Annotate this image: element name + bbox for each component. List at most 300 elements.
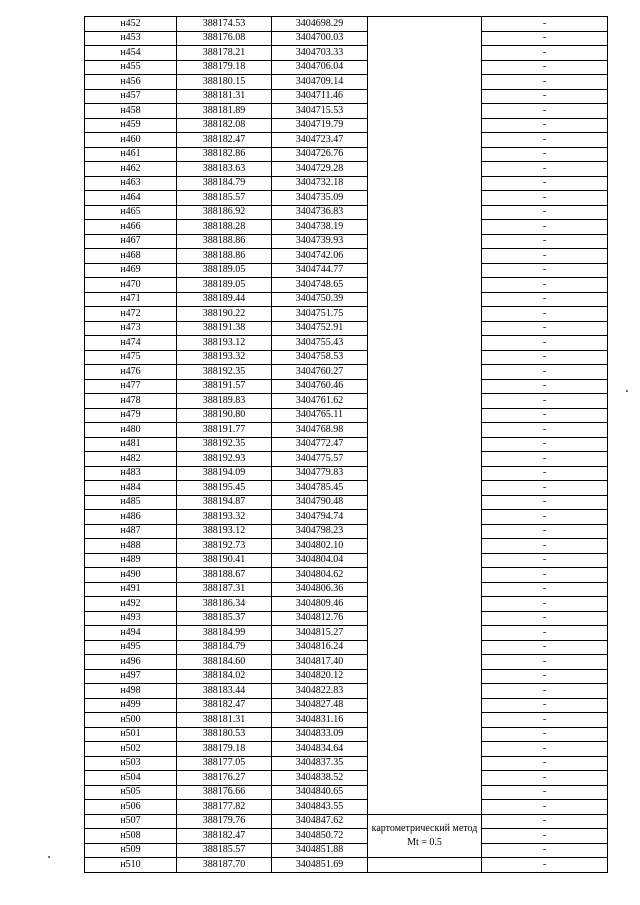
point-name-cell: н475 — [85, 350, 177, 365]
point-name-cell: н507 — [85, 814, 177, 829]
x-coordinate-cell: 388185.57 — [177, 191, 272, 206]
y-coordinate-cell: 3404723.47 — [272, 133, 368, 148]
error-value-cell: - — [482, 553, 608, 568]
y-coordinate-cell: 3404758.53 — [272, 350, 368, 365]
error-value-cell: - — [482, 89, 608, 104]
point-name-cell: н497 — [85, 669, 177, 684]
point-name-cell: н495 — [85, 640, 177, 655]
error-value-cell: - — [482, 379, 608, 394]
point-name-cell: н486 — [85, 510, 177, 525]
point-name-cell: н487 — [85, 524, 177, 539]
error-value-cell: - — [482, 785, 608, 800]
point-name-cell: н509 — [85, 843, 177, 858]
error-value-cell: - — [482, 698, 608, 713]
table-row — [85, 640, 608, 655]
table-row — [85, 292, 608, 307]
table-row — [85, 684, 608, 699]
scan-speck — [626, 390, 628, 392]
point-name-cell: н469 — [85, 263, 177, 278]
error-value-cell: - — [482, 800, 608, 815]
table-row — [85, 176, 608, 191]
x-coordinate-cell: 388186.92 — [177, 205, 272, 220]
y-coordinate-cell: 3404820.12 — [272, 669, 368, 684]
table-row — [85, 524, 608, 539]
error-value-cell: - — [482, 307, 608, 322]
error-value-cell: - — [482, 118, 608, 133]
error-value-cell: - — [482, 17, 608, 32]
y-coordinate-cell: 3404843.55 — [272, 800, 368, 815]
table-row — [85, 568, 608, 583]
error-value-cell: - — [482, 31, 608, 46]
table-row — [85, 756, 608, 771]
table-row — [85, 814, 608, 829]
point-name-cell: н479 — [85, 408, 177, 423]
point-name-cell: н460 — [85, 133, 177, 148]
error-value-cell: - — [482, 75, 608, 90]
x-coordinate-cell: 388179.18 — [177, 60, 272, 75]
table-row — [85, 263, 608, 278]
x-coordinate-cell: 388191.38 — [177, 321, 272, 336]
error-value-cell: - — [482, 510, 608, 525]
error-value-cell: - — [482, 771, 608, 786]
table-row — [85, 408, 608, 423]
method-note-cell: картометрический метод Mt = 0.5 — [368, 814, 482, 858]
table-row — [85, 147, 608, 162]
y-coordinate-cell: 3404761.62 — [272, 394, 368, 409]
x-coordinate-cell: 388190.80 — [177, 408, 272, 423]
x-coordinate-cell: 388185.57 — [177, 843, 272, 858]
error-value-cell: - — [482, 133, 608, 148]
method-blank-cell — [368, 17, 482, 815]
error-value-cell: - — [482, 321, 608, 336]
x-coordinate-cell: 388188.28 — [177, 220, 272, 235]
error-value-cell: - — [482, 191, 608, 206]
y-coordinate-cell: 3404851.69 — [272, 858, 368, 873]
y-coordinate-cell: 3404735.09 — [272, 191, 368, 206]
table-row — [85, 307, 608, 322]
point-name-cell: н510 — [85, 858, 177, 873]
x-coordinate-cell: 388184.99 — [177, 626, 272, 641]
y-coordinate-cell: 3404775.57 — [272, 452, 368, 467]
x-coordinate-cell: 388188.86 — [177, 234, 272, 249]
error-value-cell: - — [482, 495, 608, 510]
x-coordinate-cell: 388190.22 — [177, 307, 272, 322]
point-name-cell: н493 — [85, 611, 177, 626]
table-row — [85, 597, 608, 612]
table-row — [85, 698, 608, 713]
table-row — [85, 510, 608, 525]
y-coordinate-cell: 3404751.75 — [272, 307, 368, 322]
table-row — [85, 350, 608, 365]
y-coordinate-cell: 3404804.62 — [272, 568, 368, 583]
error-value-cell: - — [482, 423, 608, 438]
y-coordinate-cell: 3404772.47 — [272, 437, 368, 452]
table-row — [85, 17, 608, 32]
table-row — [85, 669, 608, 684]
error-value-cell: - — [482, 684, 608, 699]
point-name-cell: н462 — [85, 162, 177, 177]
error-value-cell: - — [482, 408, 608, 423]
error-value-cell: - — [482, 437, 608, 452]
point-name-cell: н499 — [85, 698, 177, 713]
error-value-cell: - — [482, 640, 608, 655]
x-coordinate-cell: 388179.76 — [177, 814, 272, 829]
y-coordinate-cell: 3404719.79 — [272, 118, 368, 133]
error-value-cell: - — [482, 597, 608, 612]
x-coordinate-cell: 388189.05 — [177, 263, 272, 278]
x-coordinate-cell: 388185.37 — [177, 611, 272, 626]
y-coordinate-cell: 3404698.29 — [272, 17, 368, 32]
point-name-cell: н482 — [85, 452, 177, 467]
y-coordinate-cell: 3404715.53 — [272, 104, 368, 119]
y-coordinate-cell: 3404834.64 — [272, 742, 368, 757]
x-coordinate-cell: 388181.31 — [177, 713, 272, 728]
point-name-cell: н481 — [85, 437, 177, 452]
point-name-cell: н496 — [85, 655, 177, 670]
x-coordinate-cell: 388184.60 — [177, 655, 272, 670]
point-name-cell: н503 — [85, 756, 177, 771]
x-coordinate-cell: 388180.53 — [177, 727, 272, 742]
error-value-cell: - — [482, 611, 608, 626]
point-name-cell: н471 — [85, 292, 177, 307]
point-name-cell: н466 — [85, 220, 177, 235]
point-name-cell: н494 — [85, 626, 177, 641]
point-name-cell: н455 — [85, 60, 177, 75]
table-row — [85, 771, 608, 786]
x-coordinate-cell: 388176.08 — [177, 31, 272, 46]
error-value-cell: - — [482, 278, 608, 293]
x-coordinate-cell: 388193.32 — [177, 350, 272, 365]
point-name-cell: н463 — [85, 176, 177, 191]
y-coordinate-cell: 3404798.23 — [272, 524, 368, 539]
point-name-cell: н504 — [85, 771, 177, 786]
table-row — [85, 452, 608, 467]
y-coordinate-cell: 3404765.11 — [272, 408, 368, 423]
y-coordinate-cell: 3404736.83 — [272, 205, 368, 220]
x-coordinate-cell: 388187.31 — [177, 582, 272, 597]
error-value-cell: - — [482, 292, 608, 307]
point-name-cell: н501 — [85, 727, 177, 742]
table-row — [85, 220, 608, 235]
x-coordinate-cell: 388187.70 — [177, 858, 272, 873]
y-coordinate-cell: 3404831.16 — [272, 713, 368, 728]
x-coordinate-cell: 388182.47 — [177, 698, 272, 713]
x-coordinate-cell: 388188.86 — [177, 249, 272, 264]
y-coordinate-cell: 3404802.10 — [272, 539, 368, 554]
x-coordinate-cell: 388181.31 — [177, 89, 272, 104]
table-row — [85, 727, 608, 742]
table-row — [85, 655, 608, 670]
x-coordinate-cell: 388192.35 — [177, 365, 272, 380]
point-name-cell: н459 — [85, 118, 177, 133]
x-coordinate-cell: 388182.86 — [177, 147, 272, 162]
x-coordinate-cell: 388179.18 — [177, 742, 272, 757]
table-row — [85, 60, 608, 75]
error-value-cell: - — [482, 234, 608, 249]
table-row — [85, 118, 608, 133]
point-name-cell: н498 — [85, 684, 177, 699]
error-value-cell: - — [482, 655, 608, 670]
point-name-cell: н508 — [85, 829, 177, 844]
y-coordinate-cell: 3404840.65 — [272, 785, 368, 800]
table-row — [85, 466, 608, 481]
y-coordinate-cell: 3404709.14 — [272, 75, 368, 90]
error-value-cell: - — [482, 742, 608, 757]
point-name-cell: н500 — [85, 713, 177, 728]
error-value-cell: - — [482, 568, 608, 583]
x-coordinate-cell: 388193.12 — [177, 524, 272, 539]
error-value-cell: - — [482, 350, 608, 365]
table-row — [85, 785, 608, 800]
table-row — [85, 75, 608, 90]
point-name-cell: н473 — [85, 321, 177, 336]
table-row — [85, 46, 608, 61]
x-coordinate-cell: 388192.93 — [177, 452, 272, 467]
table-row — [85, 394, 608, 409]
x-coordinate-cell: 388178.21 — [177, 46, 272, 61]
error-value-cell: - — [482, 858, 608, 873]
point-name-cell: н485 — [85, 495, 177, 510]
table-row — [85, 104, 608, 119]
y-coordinate-cell: 3404726.76 — [272, 147, 368, 162]
y-coordinate-cell: 3404711.46 — [272, 89, 368, 104]
y-coordinate-cell: 3404703.33 — [272, 46, 368, 61]
x-coordinate-cell: 388186.34 — [177, 597, 272, 612]
x-coordinate-cell: 388189.83 — [177, 394, 272, 409]
point-name-cell: н506 — [85, 800, 177, 815]
table-row — [85, 162, 608, 177]
x-coordinate-cell: 388192.73 — [177, 539, 272, 554]
y-coordinate-cell: 3404742.06 — [272, 249, 368, 264]
point-name-cell: н480 — [85, 423, 177, 438]
error-value-cell: - — [482, 176, 608, 191]
y-coordinate-cell: 3404748.65 — [272, 278, 368, 293]
table-row — [85, 611, 608, 626]
table-row — [85, 742, 608, 757]
x-coordinate-cell: 388183.44 — [177, 684, 272, 699]
table-row — [85, 379, 608, 394]
table-row — [85, 205, 608, 220]
point-name-cell: н456 — [85, 75, 177, 90]
y-coordinate-cell: 3404809.46 — [272, 597, 368, 612]
y-coordinate-cell: 3404732.18 — [272, 176, 368, 191]
error-value-cell: - — [482, 582, 608, 597]
table-row — [85, 133, 608, 148]
x-coordinate-cell: 388194.09 — [177, 466, 272, 481]
y-coordinate-cell: 3404816.24 — [272, 640, 368, 655]
y-coordinate-cell: 3404790.48 — [272, 495, 368, 510]
point-name-cell: н488 — [85, 539, 177, 554]
error-value-cell: - — [482, 60, 608, 75]
point-name-cell: н458 — [85, 104, 177, 119]
table-row — [85, 481, 608, 496]
table-row — [85, 249, 608, 264]
x-coordinate-cell: 388182.47 — [177, 829, 272, 844]
table-row — [85, 858, 608, 873]
table-row — [85, 539, 608, 554]
error-value-cell: - — [482, 249, 608, 264]
error-value-cell: - — [482, 481, 608, 496]
y-coordinate-cell: 3404833.09 — [272, 727, 368, 742]
table-row — [85, 713, 608, 728]
x-coordinate-cell: 388181.89 — [177, 104, 272, 119]
y-coordinate-cell: 3404794.74 — [272, 510, 368, 525]
table-row — [85, 423, 608, 438]
x-coordinate-cell: 388193.32 — [177, 510, 272, 525]
y-coordinate-cell: 3404817.40 — [272, 655, 368, 670]
x-coordinate-cell: 388184.79 — [177, 640, 272, 655]
y-coordinate-cell: 3404744.77 — [272, 263, 368, 278]
y-coordinate-cell: 3404851.88 — [272, 843, 368, 858]
y-coordinate-cell: 3404812.76 — [272, 611, 368, 626]
y-coordinate-cell: 3404700.03 — [272, 31, 368, 46]
x-coordinate-cell: 388190.41 — [177, 553, 272, 568]
coordinates-table-body — [85, 17, 608, 873]
y-coordinate-cell: 3404850.72 — [272, 829, 368, 844]
table-row — [85, 800, 608, 815]
y-coordinate-cell: 3404785.45 — [272, 481, 368, 496]
point-name-cell: н489 — [85, 553, 177, 568]
x-coordinate-cell: 388193.12 — [177, 336, 272, 351]
point-name-cell: н483 — [85, 466, 177, 481]
y-coordinate-cell: 3404779.83 — [272, 466, 368, 481]
y-coordinate-cell: 3404752.91 — [272, 321, 368, 336]
x-coordinate-cell: 388188.67 — [177, 568, 272, 583]
error-value-cell: - — [482, 756, 608, 771]
x-coordinate-cell: 388191.57 — [177, 379, 272, 394]
x-coordinate-cell: 388177.05 — [177, 756, 272, 771]
point-name-cell: н464 — [85, 191, 177, 206]
x-coordinate-cell: 388180.15 — [177, 75, 272, 90]
point-name-cell: н477 — [85, 379, 177, 394]
error-value-cell: - — [482, 162, 608, 177]
y-coordinate-cell: 3404760.46 — [272, 379, 368, 394]
table-row — [85, 437, 608, 452]
x-coordinate-cell: 388177.82 — [177, 800, 272, 815]
table-row — [85, 278, 608, 293]
table-row — [85, 89, 608, 104]
point-name-cell: н467 — [85, 234, 177, 249]
x-coordinate-cell: 388192.35 — [177, 437, 272, 452]
point-name-cell: н454 — [85, 46, 177, 61]
x-coordinate-cell: 388182.08 — [177, 118, 272, 133]
x-coordinate-cell: 388191.77 — [177, 423, 272, 438]
table-row — [85, 234, 608, 249]
y-coordinate-cell: 3404729.28 — [272, 162, 368, 177]
error-value-cell: - — [482, 220, 608, 235]
point-name-cell: н476 — [85, 365, 177, 380]
scan-speck — [48, 856, 50, 858]
y-coordinate-cell: 3404822.83 — [272, 684, 368, 699]
y-coordinate-cell: 3404738.19 — [272, 220, 368, 235]
point-name-cell: н470 — [85, 278, 177, 293]
y-coordinate-cell: 3404806.36 — [272, 582, 368, 597]
y-coordinate-cell: 3404739.93 — [272, 234, 368, 249]
table-row — [85, 626, 608, 641]
error-value-cell: - — [482, 46, 608, 61]
table-row — [85, 191, 608, 206]
y-coordinate-cell: 3404755.43 — [272, 336, 368, 351]
y-coordinate-cell: 3404760.27 — [272, 365, 368, 380]
point-name-cell: н478 — [85, 394, 177, 409]
y-coordinate-cell: 3404750.39 — [272, 292, 368, 307]
x-coordinate-cell: 388189.44 — [177, 292, 272, 307]
y-coordinate-cell: 3404838.52 — [272, 771, 368, 786]
error-value-cell: - — [482, 843, 608, 858]
error-value-cell: - — [482, 539, 608, 554]
error-value-cell: - — [482, 713, 608, 728]
error-value-cell: - — [482, 466, 608, 481]
y-coordinate-cell: 3404837.35 — [272, 756, 368, 771]
point-name-cell: н491 — [85, 582, 177, 597]
x-coordinate-cell: 388184.79 — [177, 176, 272, 191]
x-coordinate-cell: 388174.53 — [177, 17, 272, 32]
table-row — [85, 365, 608, 380]
error-value-cell: - — [482, 205, 608, 220]
point-name-cell: н505 — [85, 785, 177, 800]
table-row — [85, 829, 608, 844]
y-coordinate-cell: 3404815.27 — [272, 626, 368, 641]
error-value-cell: - — [482, 452, 608, 467]
y-coordinate-cell: 3404768.98 — [272, 423, 368, 438]
coordinates-table — [84, 16, 608, 873]
table-row — [85, 843, 608, 858]
x-coordinate-cell: 388183.63 — [177, 162, 272, 177]
x-coordinate-cell: 388194.87 — [177, 495, 272, 510]
error-value-cell: - — [482, 669, 608, 684]
x-coordinate-cell: 388195.45 — [177, 481, 272, 496]
point-name-cell: н461 — [85, 147, 177, 162]
error-value-cell: - — [482, 814, 608, 829]
table-row — [85, 336, 608, 351]
table-row — [85, 495, 608, 510]
x-coordinate-cell: 388176.27 — [177, 771, 272, 786]
y-coordinate-cell: 3404827.48 — [272, 698, 368, 713]
error-value-cell: - — [482, 524, 608, 539]
error-value-cell: - — [482, 394, 608, 409]
error-value-cell: - — [482, 829, 608, 844]
point-name-cell: н492 — [85, 597, 177, 612]
point-name-cell: н472 — [85, 307, 177, 322]
point-name-cell: н484 — [85, 481, 177, 496]
table-row — [85, 321, 608, 336]
table-row — [85, 553, 608, 568]
x-coordinate-cell: 388189.05 — [177, 278, 272, 293]
table-row — [85, 582, 608, 597]
x-coordinate-cell: 388184.02 — [177, 669, 272, 684]
point-name-cell: н457 — [85, 89, 177, 104]
point-name-cell: н465 — [85, 205, 177, 220]
x-coordinate-cell: 388176.66 — [177, 785, 272, 800]
error-value-cell: - — [482, 727, 608, 742]
point-name-cell: н453 — [85, 31, 177, 46]
error-value-cell: - — [482, 147, 608, 162]
point-name-cell: н502 — [85, 742, 177, 757]
error-value-cell: - — [482, 626, 608, 641]
error-value-cell: - — [482, 263, 608, 278]
x-coordinate-cell: 388182.47 — [177, 133, 272, 148]
point-name-cell: н468 — [85, 249, 177, 264]
error-value-cell: - — [482, 336, 608, 351]
y-coordinate-cell: 3404804.04 — [272, 553, 368, 568]
point-name-cell: н490 — [85, 568, 177, 583]
point-name-cell: н474 — [85, 336, 177, 351]
y-coordinate-cell: 3404706.04 — [272, 60, 368, 75]
table-row — [85, 31, 608, 46]
method-empty-cell — [368, 858, 482, 873]
error-value-cell: - — [482, 104, 608, 119]
y-coordinate-cell: 3404847.62 — [272, 814, 368, 829]
